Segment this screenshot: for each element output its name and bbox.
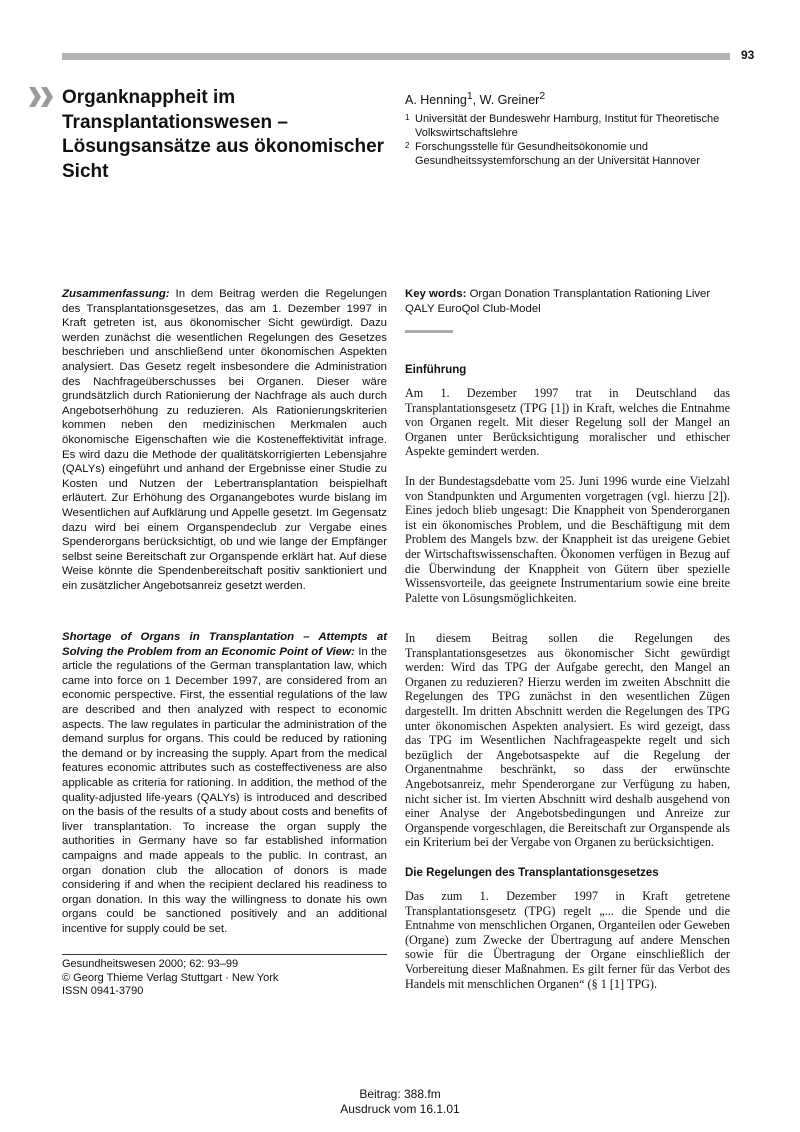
abstract-text: In the article the regulations of the German transplantation law, which came into force on 1 December 1997, are considered from an economic perspective. First, the essential regulations of the law are described and then analyzed with respect to economic aspects. The law regulates in particular the administration of the demand surplus for organs. This could be reduced by rationing the demand or by increasing the supply. Apart from the medical features economic attributes such as costeffectiveness are also applicable as criteria for rationing. In addition, the method of the quality-adjusted life-years (QALYs) is introduced and described on the basis of the results of a study about costs and benefits of liver transplantation. To increase the organ supply the authorities in Germany have so far established information campaigns and made appeals to the public. In contrast, an organ donation club the allocation of donors is made considering if and when the recipient declared his readiness to organ donation. In this way the willingness to donate his own organs could be sanctioned positively and an additional incentive for supply could be set. xyxy=(62,645,388,935)
citation-block xyxy=(62,958,278,999)
body-paragraph: In der Bundestagsdebatte vom 25. Juni 1996 wurde eine Vielzahl von Standpunkten und Argumenten vorgetragen (vgl. hierzu [2]). Eines jedoch blieb ungesagt: Die Knappheit von Spenderorganen ist ein ökonomisches Problem, und die Beschäftigung mit dem Problem des Mangels bzw. der Knappheit ist das ureigene Gebiet der Wirtschaftswissenschaften. Ökonomen verfügen in Bezug auf die Überwindung der Knappheit von Gütern über spezielle Wissensvorteile, das geeignete Instrumentarium sowie eine breite Palette von Lösungsmöglichkeiten. xyxy=(405,474,730,605)
print-file: Beitrag: 388.fm xyxy=(359,1087,441,1101)
affiliation-number: 1 xyxy=(405,113,410,122)
page-number: 93 xyxy=(741,48,755,62)
affiliation-item xyxy=(405,140,745,168)
author-name: A. Henning xyxy=(405,93,467,108)
affiliation-item xyxy=(405,112,745,140)
header-rule xyxy=(62,53,730,60)
abstract-german xyxy=(62,287,387,593)
keywords-label: Key words: xyxy=(405,288,467,300)
author-line xyxy=(405,91,545,107)
citation-issn: ISSN 0941-3790 xyxy=(62,985,144,997)
article-title: Organknappheit im Transplantationswesen – Lösungsansätze aus ökonomischer Sicht xyxy=(62,87,385,182)
citation-rule xyxy=(62,954,387,955)
body-paragraph: In diesem Beitrag sollen die Regelungen des Transplantationsgesetzes aus ökonomischer Sicht gewürdigt werden: Wird das TPG der Aufgabe gerecht, den Mangel an Organen zu reduzieren? Hierzu werden im zweiten Abschnitt die Regelungen des TPG zunächst in den wesentlichen Zügen dargestellt. Im dritten Abschnitt werden die Regelungen des TPG unter ökonomischen Aspekten analysiert. Es wird gezeigt, dass das TPG im Wesentlichen Nachfrageaspekte regelt und sich bezüglich der Angebotsaspekte auf die Regelung der Organentnahme beschränkt, so dass der erwünschte Angebotsanreiz, mehr Spenderorgane zur Verfügung zu haben, nicht sicher ist. Im vierten Abschnitt wird deshalb ausgehend von einer Analyse der Angebotsbedingungen und Anreize zur Organspende vorgeschlagen, die Bereitschaft zur Organspende als ein Kriterium bei der Vergabe von Organen zu berücksichtigen. xyxy=(405,631,730,850)
citation-publisher: © Georg Thieme Verlag Stuttgart · New York xyxy=(62,971,279,984)
affiliation-number: 2 xyxy=(405,141,410,150)
abstract-lead: Shortage of Organs in Transplantation – Attempts at Solving the Problem from an Economic Point of View: xyxy=(62,631,387,658)
double-chevron-right-icon xyxy=(29,87,55,107)
author-name: W. Greiner xyxy=(479,93,540,108)
section-heading: Die Regelungen des Transplantationsgesetzes xyxy=(405,867,659,879)
keywords-rule xyxy=(405,330,453,333)
author-affiliation-mark: 2 xyxy=(539,91,546,102)
abstract-text: In dem Beitrag werden die Regelungen des Transplantationsgesetzes, das am 1. Dezember 1997 in Kraft getreten ist, aus ökonomischer Sicht gewürdigt. Dazu werden zunächst die wesentlichen Regelungen des Gesetzes beschrieben und anschließend unter ökonomischen Aspekten analysiert. Das Gesetz regelt insbesondere die Administration des Nachfrageüberschusses bei Organen. Dieser wäre grundsätzlich durch Rationierung der Nachfrage als auch durch Angebotserhöhung zu reduzieren. Als Rationierungskriterien kommen neben den medizinischen Merkmalen auch ökonomische Eigenschaften wie die Kosteneffektivität infrage. Es wird dazu die Methode der qualitätskorrigierten Lebensjahre (QALYs) eingeführt und anhand der Ergebnisse einer Studie zu Kosten und Nutzen der Lebertransplantation beispielhaft erläutert. Zur Erhöhung des Organangebotes wurde bislang im Wesentlichen auf Aufklärung und Appelle gesetzt. Im Gegensatz dazu wird bei einem Organspendeclub zur Vergabe eines Spenderorgans berücksichtigt, ob und wie lange der Empfänger selbst seine Bereitschaft zur Organspende erklärt hat. Auf diese Weise könnte die Spendenbereitschaft positiv sanktioniert und ein zusätzlicher Angebotsanreiz gesetzt werden. xyxy=(62,288,387,592)
keywords xyxy=(405,287,735,316)
citation-journal: Gesundheitswesen 2000; 62: 93–99 xyxy=(62,958,239,970)
section-heading: Einführung xyxy=(405,364,467,376)
author-separator: , xyxy=(472,93,480,108)
affiliation-text: Universität der Bundeswehr Hamburg, Institut für Theoretische Volkswirtschaftslehre xyxy=(415,113,720,139)
keywords-text: Organ Donation Transplantation Rationing Liver QALY EuroQol Club-Model xyxy=(405,288,711,315)
body-paragraph: Das zum 1. Dezember 1997 in Kraft getretene Transplantationsgesetz (TPG) regelt „... die Spende und die Entnahme von menschlichen Organen, Organteilen oder Geweben (Organe) zum Zwecke der Übertragung auf andere Menschen sowie für die Übertragung der Organe einschließlich der Vorbereitung dieser Maßnahmen. Es gilt ferner für das Verbot des Handels mit menschlichen Organen“ (§ 1 [1] TPG). xyxy=(405,889,730,991)
print-info xyxy=(0,1087,800,1116)
body-paragraph: Am 1. Dezember 1997 trat in Deutschland das Transplantationsgesetz (TPG [1]) in Kraft, welches die Entnahme von Organen regelt. Mit dieser Regelung soll der Mangel an Organen unter Berücksichtigung moralischer und ethischer Aspekte gemindert werden. xyxy=(405,386,730,459)
abstract-english xyxy=(62,630,387,936)
author-affiliation-mark: 1 xyxy=(466,91,473,102)
affiliation-text: Forschungsstelle für Gesundheitsökonomie und Gesundheitssystemforschung an der Universität Hannover xyxy=(415,141,700,167)
abstract-lead: Zusammenfassung: xyxy=(62,288,170,300)
print-date: Ausdruck vom 16.1.01 xyxy=(340,1101,460,1116)
affiliations xyxy=(405,112,745,168)
